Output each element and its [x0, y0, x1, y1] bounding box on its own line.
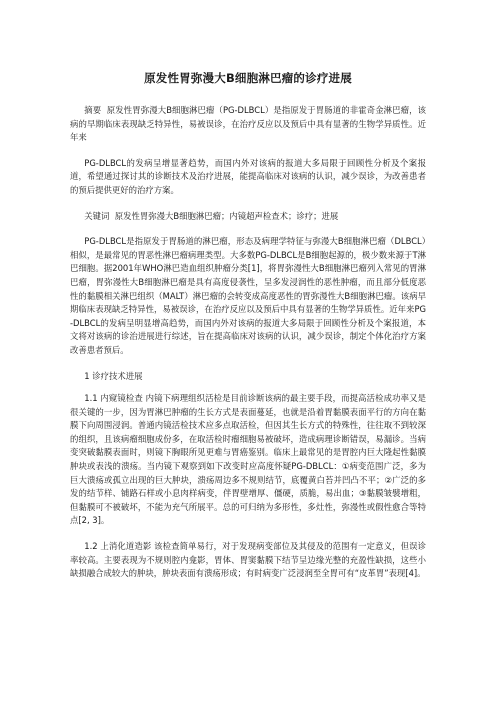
abstract [70, 104, 426, 145]
subsection-1-2: 1.2 上消化道造影 该检查简单易行，对于发现病变部位及其侵及的范围有一定意义，但误诊率较高。主要表现为不规则腔内龛影，胃体、胃窦黏膜下结节呈边缘光整的充盈性缺损，这些小缺损融合成较大的肿块，肿块表面有溃疡形成；有时病变广泛浸润至全胃可有“皮革胃”表现[4]。 [70, 541, 426, 579]
abstract-label: 摘要 [84, 105, 102, 115]
section-heading-1: 1 诊疗技术进展 [84, 370, 143, 381]
paper-title: 原发性胃弥漫大B细胞淋巴瘤的诊疗进展 [144, 71, 352, 85]
abstract-text: 原发性胃弥漫大B细胞淋巴瘤（PG-DLBCL）是指原发于胃肠道的非霍奇金淋巴瘤，该病的早期临床表现缺乏特异性，易被误诊，在治疗反应以及预后中具有显著的生物学异质性。近年来 [70, 105, 426, 143]
keywords [70, 210, 426, 224]
subsection-1-1: 1.1 内窥镜检查 内镜下病理组织活检是目前诊断该病的最主要手段，而提高活检成功率又是很关键的一步，因为胃淋巴肿瘤的生长方式是表面蔓延，也就是沿着胃黏膜表面平行的方向在黏膜下向周围浸润。普通内镜活检技术应多点取活检，但因其生长方式的特殊性，往往取不到较深的组织，且该病瘤细胞成份多，在取活检时瘤细胞易被破坏，造成病理诊断错误，易漏诊。当病变突破黏膜表面时，则镜下胸眼所见更难与胃癌鉴别。临床上最常见的是胃腔内巨大隆起性黏膜肿块或表浅的溃疡。当内镜下观察到如下改变时应高度怀疑PG-DBLCL：①病变范围广泛，多为巨大溃疡或孤立出现的巨大肿块，溃疡周边多不规则结节，底覆黄白苔并凹凸不平；②广泛的多发的结节样、铺路石样或小息肉样病变，伴胃壁增厚、僵硬，质脆，易出血；③黏膜皱襞增粗，但黏膜可不被破坏，不能为充气所展平。总的可归纳为多形性，多灶性，弥漫性或假性愈合等特点[2, 3]。 [70, 393, 426, 526]
abstract-continued: PG-DLBCL的发病呈增显著趋势，而国内外对该病的报道大多局限于回顾性分析及个案报道，希望通过探讨其的诊断技术及治疗进展，能提高临床对该病的认识，减少误诊，为改善患者的预后提供更好的治疗方案。 [70, 157, 426, 195]
keywords-label: 关键词 [84, 210, 110, 221]
intro-paragraph: PG-DLBCL是指原发于胃肠道的淋巴瘤，形态及病理学特征与弥漫大B细胞淋巴瘤（DLBCL）相似，是最常见的胃恶性淋巴瘤病理类型。大多数PG-DLBCL是B细胞起源的，极少数来源于T淋巴细胞。据2001年WHO淋巴造血组织肿瘤分类[1]，将胃弥漫性大B细胞淋巴瘤列入常见的胃淋巴瘤，胃弥漫性大B细胞淋巴瘤是具有高度侵袭性，呈多发浸润性的恶性肿瘤，而且部分低度恶性的黏膜相关淋巴组织（MALT）淋巴瘤的会转变成高度恶性的胃弥漫性大B细胞淋巴瘤。该病早期临床表现缺乏特异性，易被误诊，在治疗反应以及预后中具有显著的生物学异质性。近年来PG-DLBCL的发病呈明显增高趋势，而国内外对该病的报道大多局限于回顾性分析及个案报道，本文将对该病的诊治进展进行综述，旨在提高临床对该病的认识，减少误诊，制定个体化治疗方案改善患者预后。 [70, 236, 426, 355]
keywords-text: 原发性胃弥漫大B细胞淋巴瘤；内镜超声检查术；诊疗；进展 [114, 210, 339, 221]
